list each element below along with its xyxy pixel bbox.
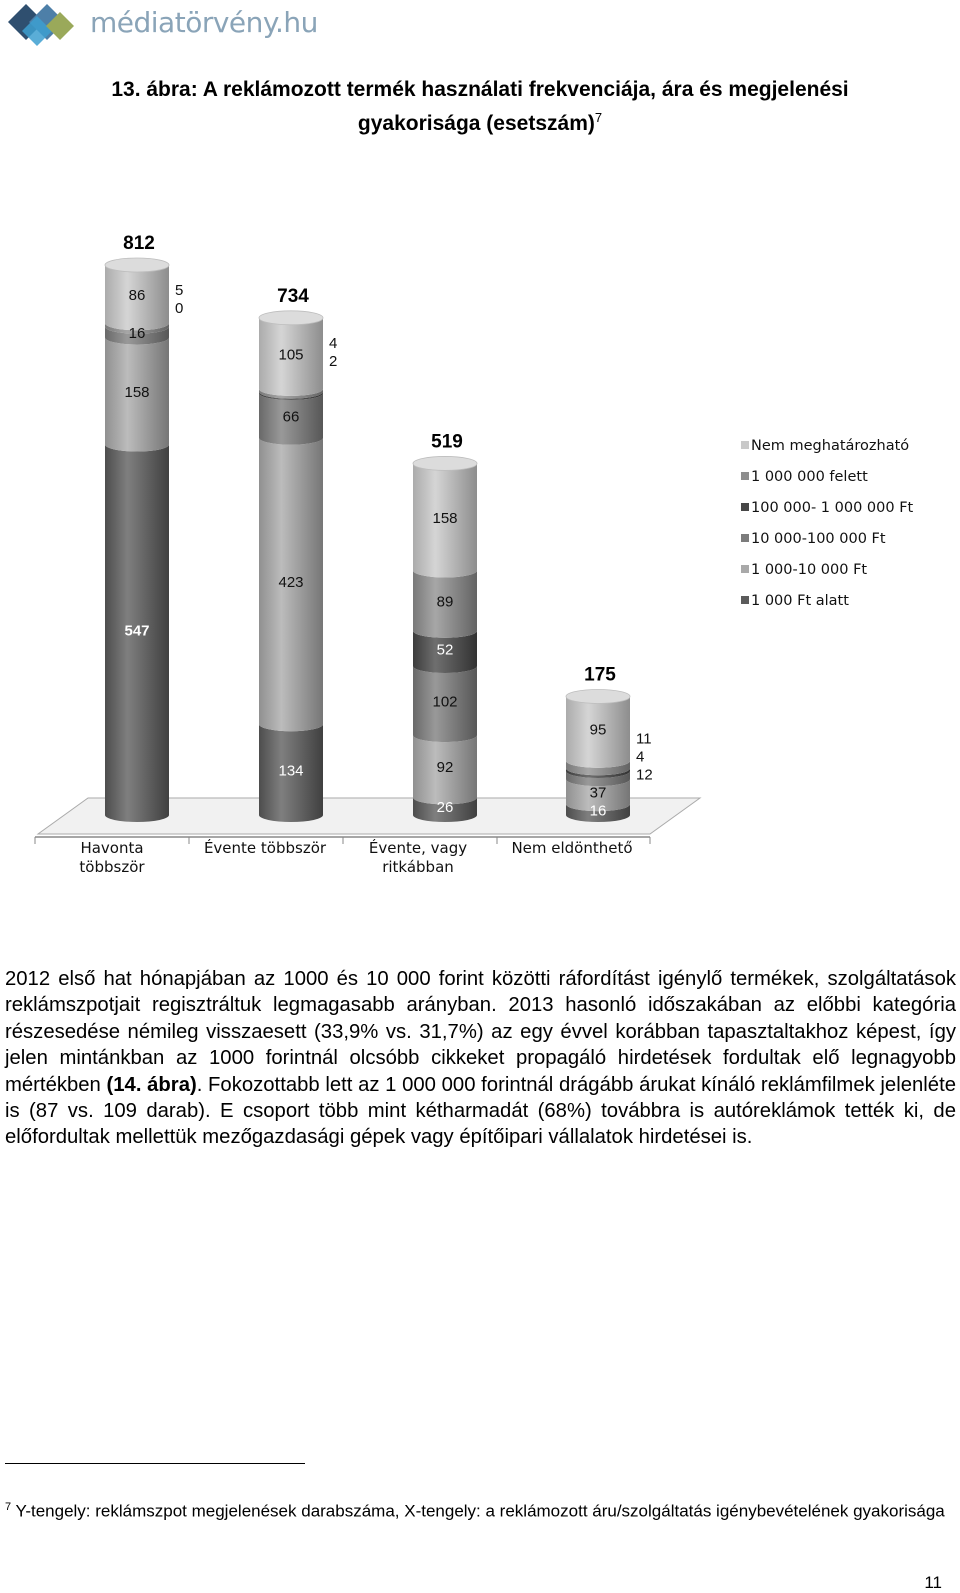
segment-label: 16	[128, 325, 146, 343]
footnote-text: Y-tengely: reklámszpot megjelenések darabszáma, X-tengely: a reklámozott áru/szolgáltatás igénybevételének gyakorisága	[15, 1501, 945, 1521]
total-label: 519	[431, 431, 463, 453]
legend-swatch	[741, 596, 749, 604]
figure-title-line2-text: gyakorisága (esetszám)	[357, 112, 595, 135]
body-paragraph-text-1: 2012 első hat hónapjában az 1000 és 10 000 forint közötti ráfordítást igénylő termékek, szolgáltatások reklámszpotjait regisztráltuk legmagasabb arányban. 2013 hasonló időszakában az előbbi kategória részesedése némileg visszaesett (33,9% vs. 31,7%) az egy évvel korábban tapasztaltakhoz képest, így jelen mintánkban az 1000 forintnál olcsóbb cikkeket propagáló hirdetések fordultak elő legnagyobb mértékben	[5, 968, 956, 1096]
category-label: Évente, vagy	[368, 839, 468, 857]
segment-label: 26	[436, 799, 454, 817]
legend-swatch	[741, 441, 749, 449]
segment-label: 158	[124, 383, 150, 401]
category-label: Havonta	[80, 839, 144, 857]
legend-label: 1 000 Ft alatt	[751, 593, 849, 609]
bar-cap	[105, 258, 169, 272]
segment-label: 95	[589, 721, 607, 739]
legend-swatch	[741, 565, 749, 573]
bar-cap	[259, 311, 323, 325]
legend-label: Nem meghatározható	[751, 438, 910, 454]
segment-label: 158	[432, 509, 458, 527]
segment-label: 66	[282, 408, 300, 426]
total-label: 175	[584, 664, 616, 686]
segment-side-label: 0	[175, 300, 184, 317]
legend-swatch	[741, 503, 749, 511]
legend-label: 100 000- 1 000 000 Ft	[751, 500, 914, 516]
category-label: Nem eldönthető	[511, 839, 633, 857]
segment-label: 16	[589, 802, 607, 820]
segment-side-label: 4	[329, 334, 338, 352]
segment-side-label: 2	[329, 352, 338, 370]
segment-label: 52	[436, 641, 454, 659]
page-number: 11	[924, 1573, 942, 1592]
category-label: Évente többször	[203, 839, 327, 857]
segment-side-label: 12	[636, 766, 653, 784]
segment-label: 89	[436, 593, 454, 611]
footnote-number: 7	[5, 1501, 12, 1513]
segment-label: 102	[432, 693, 458, 711]
footnote	[5, 1496, 945, 1523]
segment-label: 547	[124, 622, 150, 640]
body-paragraph-text-2: . Fokozottabb lett az 1 000 000 forintnál drágább árukat kínáló reklámfilmek jelenléte is (87 vs. 109 darab). E csoport több mint kétharmadát (68%) továbbra is autóreklámok tették ki, de előfordultak mellettük mezőgazdasági gépek vagy építőipari vállalatok hirdetései is.	[5, 1073, 956, 1149]
bar-cap	[413, 456, 477, 470]
segment-label: 105	[278, 346, 304, 364]
segment-label: 37	[589, 784, 607, 802]
footnote-separator	[5, 1463, 305, 1464]
category-label: ritkábban	[382, 858, 454, 876]
total-label: 734	[277, 285, 309, 307]
segment-label: 423	[278, 573, 304, 591]
segment-side-label: 11	[636, 730, 652, 748]
legend-label: 1 000 000 felett	[751, 469, 868, 485]
legend-label: 1 000-10 000 Ft	[751, 562, 868, 578]
stacked-cylinder-chart	[0, 210, 960, 910]
figure-title	[60, 76, 900, 138]
body-paragraph	[5, 966, 956, 1151]
category-label: többször	[79, 858, 145, 876]
segment-side-label: 4	[636, 748, 645, 766]
logo-text: médiatörvény.hu	[90, 6, 318, 39]
segment-side-label: 5	[175, 282, 184, 299]
bar-cap	[566, 689, 630, 703]
legend-swatch	[741, 472, 749, 480]
site-logo	[4, 2, 318, 50]
segment-label: 86	[128, 287, 146, 305]
segment-label: 134	[278, 762, 304, 780]
segment-label: 92	[436, 759, 454, 777]
figure-title-line1: 13. ábra: A reklámozott termék használati frekvenciája, ára és megjelenési	[111, 78, 849, 101]
footnote-ref: 7	[594, 110, 603, 125]
total-label: 812	[123, 233, 155, 254]
legend-label: 10 000-100 000 Ft	[751, 531, 886, 547]
figure-reference: (14. ábra)	[106, 1073, 197, 1096]
diamond-logo-icon	[4, 2, 84, 50]
legend-swatch	[741, 534, 749, 542]
body-text	[5, 966, 956, 1151]
figure-title-line2	[60, 104, 900, 138]
